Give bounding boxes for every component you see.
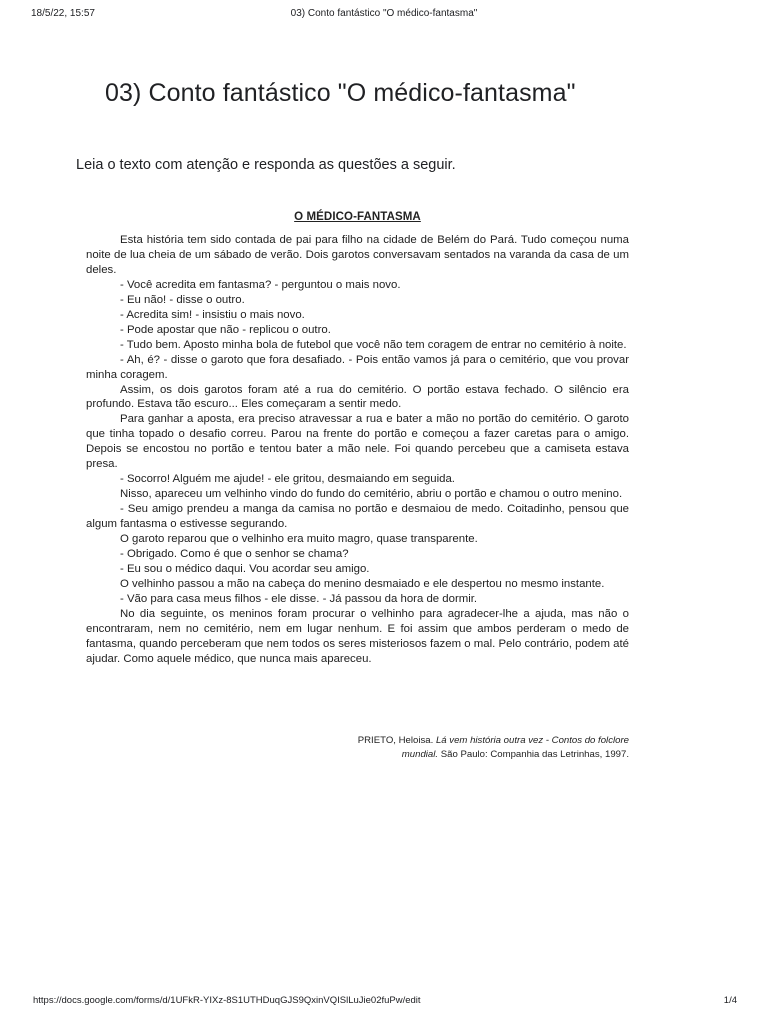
story-paragraph: - Socorro! Alguém me ajude! - ele gritou, desmaiando em seguida. [120, 473, 455, 486]
page-number: 1/4 [723, 995, 737, 1006]
print-footer [0, 995, 768, 1011]
story-paragraph: O garoto reparou que o velhinho era muito magro, quase transparente. [120, 533, 478, 546]
story-paragraph: - Vão para casa meus filhos - ele disse. - Já passou da hora de dormir. [120, 592, 478, 605]
form-description: Leia o texto com atenção e responda as questões a seguir. [76, 157, 456, 173]
story-paragraph: - Acredita sim! - insistiu o mais novo. [120, 308, 305, 321]
story-citation [329, 734, 629, 762]
form-title: 03) Conto fantástico "O médico-fantasma" [105, 79, 576, 107]
citation-work: Lá vem história outra vez - Contos do folclore mundial. [401, 735, 629, 760]
story-paragraph: No dia seguinte, os meninos foram procurar o velhinho para agradecer-lhe a ajuda, mas não o encontraram, nem no cemitério, nem em lugar nenhum. E foi assim que ambos perderam o medo de fantasma, quando perceberam que nem todos os seres misteriosos fazem o mal. Pelo contrário, podem até ajudar. Como aquele médico, que nunca mais apareceu. [86, 607, 629, 665]
story-paragraph: Assim, os dois garotos foram até a rua do cemitério. O portão estava fechado. O silêncio era profundo. Estava tão escuro... Eles começaram a sentir medo. [86, 383, 629, 411]
story-paragraph: Para ganhar a aposta, era preciso atravessar a rua e bater a mão no portão do cemitério. O garoto que tinha topado o desafio correu. Parou na frente do portão e começou a fazer caretas para o amigo. Depois se encostou no portão e tentou bater a mão nele. Foi quando percebeu que a camiseta estava presa. [86, 413, 629, 471]
story-paragraph: - Ah, é? - disse o garoto que fora desafiado. - Pois então vamos já para o cemitério, que vou provar minha coragem. [86, 353, 629, 381]
print-header [0, 8, 768, 24]
story-paragraph: - Eu sou o médico daqui. Vou acordar seu amigo. [120, 562, 370, 575]
story-paragraph: Esta história tem sido contada de pai para filho na cidade de Belém do Pará. Tudo começou numa noite de lua cheia de um sábado de verão. Dois garotos conversavam sentados na varanda da casa de um deles. [86, 234, 629, 276]
story-image [86, 211, 629, 667]
story-body [86, 233, 629, 667]
story-paragraph: - Você acredita em fantasma? - perguntou o mais novo. [120, 278, 401, 291]
story-paragraph: - Pode apostar que não - replicou o outro. [120, 323, 331, 336]
page-url: https://docs.google.com/forms/d/1UFkR-YIXz-8S1UTHDuqGJS9QxinVQISlLuJie02fuPw/edit [33, 995, 421, 1006]
print-date: 18/5/22, 15:57 [31, 8, 95, 19]
story-paragraph: - Tudo bem. Aposto minha bola de futebol que você não tem coragem de entrar no cemitério à noite. [120, 338, 627, 351]
story-paragraph: - Obrigado. Como é que o senhor se chama? [120, 548, 349, 561]
citation-publisher: São Paulo: Companhia das Letrinhas, 1997. [440, 749, 629, 760]
print-document-title: 03) Conto fantástico "O médico-fantasma" [290, 8, 478, 19]
story-paragraph: O velhinho passou a mão na cabeça do menino desmaiado e ele despertou no mesmo instante. [120, 577, 605, 590]
story-paragraph: Nisso, apareceu um velhinho vindo do fundo do cemitério, abriu o portão e chamou o outro menino. [120, 488, 623, 501]
citation-author: PRIETO, Heloisa. [357, 735, 434, 746]
story-paragraph: - Eu não! - disse o outro. [120, 293, 245, 306]
story-title: O MÉDICO-FANTASMA [294, 211, 421, 223]
story-paragraph: - Seu amigo prendeu a manga da camisa no portão e desmaiou de medo. Coitadinho, pensou que algum fantasma o estivesse segurando. [86, 503, 629, 531]
